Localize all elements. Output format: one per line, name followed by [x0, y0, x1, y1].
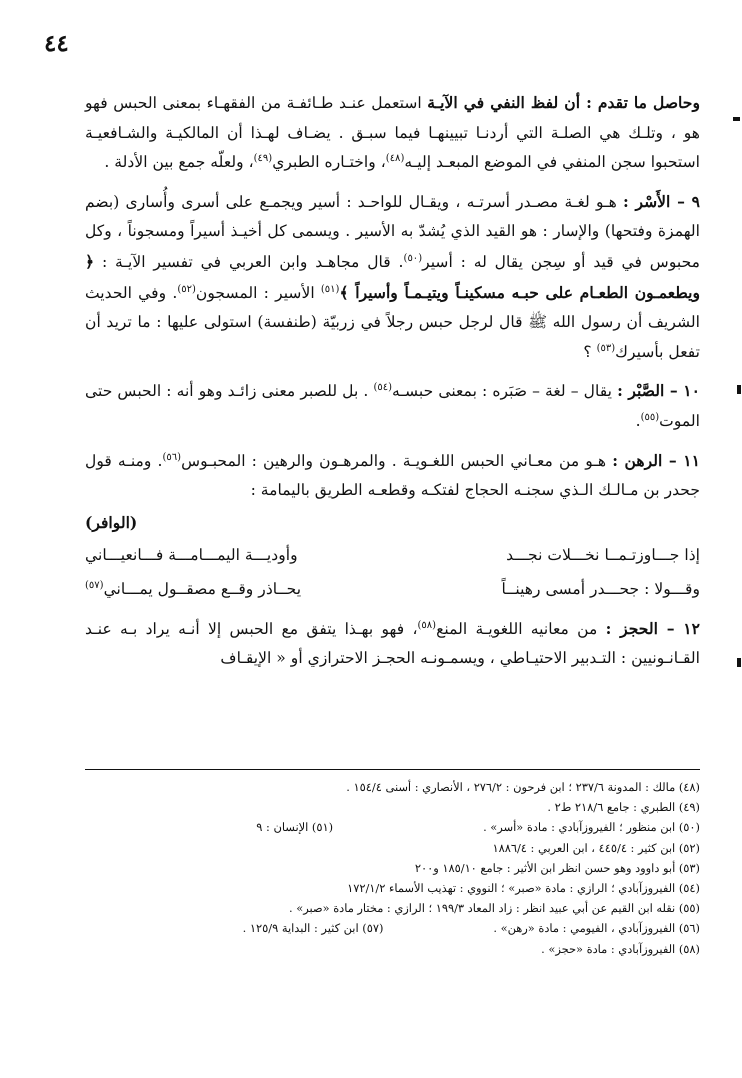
page-number: ٤٤: [44, 30, 69, 57]
intro-body: استعمل عنـد طـائفـة من الفقهـاء بمعنى الحبس فهو هو ، وتلـك هي الصلـة التي أردنـا تبيينهـا فيما سبـق . يضـاف لهـذا أن المالكيـة والشـافعيـة استحبوا سجن المنفي في الموضع المبعـد إليـه: [85, 94, 700, 172]
margin-mark-middle: [737, 385, 741, 394]
footnote-ref-52: (٥٢): [177, 283, 196, 295]
verse-1-second-hemistich: وأوديـــة اليمـــامـــة فـــانعيـــاني: [85, 546, 298, 565]
verse-2-first-hemistich: وقـــولا : جحـــدر أمسى رهينــاً: [501, 579, 700, 598]
main-text: [85, 88, 700, 683]
intro-mid: ، واختـاره الطبري: [272, 153, 386, 172]
section-11-text-2: . ومنـه قول جحدر بن مـالـك الـذي سجنـه الحجاج لفتكـه وقطعـه الطريق باليمامة :: [85, 451, 700, 500]
section-10-heading: ١٠ – الصَّبْر :: [617, 381, 700, 401]
intro-paragraph: [85, 88, 700, 178]
footnote-row-56-57: [85, 918, 700, 938]
section-9-heading: ٩ – الأَسْر :: [623, 191, 700, 211]
footnote-divider: [85, 769, 700, 770]
footnote-ref-54: (٥٤): [373, 382, 393, 394]
section-12-text-1: من معانيه اللغويـة المنع: [436, 619, 606, 638]
poem-verse-2: [85, 575, 700, 605]
section-10-text-3: .: [635, 411, 641, 430]
section-12-text-2: ، فهو بهـذا يتفق مع الحبس إلا أنـه يراد بـه عنـد القـانـونيين : التـدبير الاحتيـاطي ، ويسمـونـه الحجـز الاحترازي أو « الإيقـاف: [85, 619, 700, 668]
margin-mark-bottom: [737, 658, 741, 667]
section-11-text-1: هـو من معـاني الحبس اللغـويـة . والمرهـون والرهين : المحبـوس: [181, 451, 613, 470]
section-10-sabr: [85, 376, 700, 436]
footnote-ref-56: (٥٦): [162, 451, 182, 463]
footnote-51: (٥١) الإنسان : ٩: [256, 820, 334, 835]
margin-mark-top: [733, 117, 740, 121]
intro-lead: وحاصل ما تقدم : أن لفظ النفي في الآيـة: [427, 93, 700, 112]
footnote-53: (٥٣) أبو داوود وهو حسن انظر ابن الأثير : جامع ١٨٥/١٠ و٢٠٠: [414, 860, 700, 875]
section-11-heading: ١١ – الرهن :: [612, 450, 701, 470]
footnote-50: (٥٠) ابن منظور ؛ الفيروزآبادي : مادة «أسر» .: [483, 820, 700, 835]
footnote-ref-57: (٥٧): [85, 579, 104, 591]
footnote-ref-49: (٤٩): [253, 153, 273, 164]
footnote-ref-55: (٥٥): [640, 411, 660, 423]
footnote-ref-51: (٥١): [320, 283, 340, 295]
section-9-text-3: الأسير : المسجون: [195, 283, 321, 302]
section-12-hajz: [85, 614, 700, 674]
footnote-54: (٥٤) الفيروزآبادي ؛ الرازي : مادة «صبر» ؛ النووي : تهذيب الأسماء ١٧٢/١/٢: [347, 881, 700, 896]
section-10-text-2: . بل للصبر معنى زائـد وهو أنه : الحبس حتى الموت: [85, 382, 700, 430]
verse-2-second-hemistich: يحــاذر وقــع مصقــول يمـــاني: [103, 579, 302, 598]
section-9-text-1: هـو لغـة مصـدر أسرتـه ، ويقـال للواحـد : أسير ويجمـع على أسرى وأُسارى (بضم الهمزة وفتحها) والإسار : هو القيد الذي يُشدّ به الأسير . ويسمى كل أخيـذ أسيراً ومسجوناً ، وكل محبوس في قيد أو سِجن يقال له : أسير: [85, 192, 700, 271]
verse-1-first-hemistich: إذا جـــاوزتـمــا نخـــلات نجـــد: [506, 546, 700, 565]
footnote-ref-53: (٥٣): [596, 342, 616, 354]
poem-meter: (الوافر): [85, 512, 138, 532]
section-11-rahn: [85, 446, 700, 506]
footnote-56: (٥٦) الفيروزآبادي ، الفيومي : مادة «رهن» .: [493, 921, 700, 936]
section-9-asr: [85, 187, 700, 368]
footnote-58: (٥٨) الفيروزآبادي : مادة «حجز» .: [541, 941, 700, 956]
footnote-57: (٥٧) ابن كثير : البداية ١٢٥/٩ .: [242, 921, 384, 936]
footnote-ref-50: (٥٠): [403, 252, 423, 264]
quran-verse: ﴿ ويطعمـون الطعـام على حبـه مسكينـاً ويتيـمـاً وأسيراً ﴾: [85, 251, 700, 302]
section-9-text-2: . قال مجاهـد وابن العربي في تفسير الآيـة :: [94, 252, 404, 271]
footnote-48: (٤٨) مالك : المدونة ٢٣٧/٦ ؛ ابن فرحون : ٢٧٦/٢ ، الأنصاري : أسنى ١٥٤/٤ .: [346, 780, 700, 794]
footnotes: [85, 777, 700, 959]
footnote-52: (٥٢) ابن كثير : ٤٤٥/٤ ، ابن العربي : ١٨٨٦/٤: [492, 840, 700, 855]
footnote-ref-58: (٥٨): [417, 619, 437, 631]
intro-tail: ، ولعلّه جمع بين الأدلة .: [104, 153, 254, 172]
poem-verse-1: [85, 541, 700, 571]
section-9-text-5: ؟: [583, 342, 597, 361]
footnote-49: (٤٩) الطبري : جامع ٢١٨/٦ ط٢ .: [547, 800, 700, 815]
footnote-55: (٥٥) نقله ابن القيم عن أبي عبيد انظر : زاد المعاد ١٩٩/٣ ؛ الرازي : مختار مادة «صبر» .: [289, 901, 700, 916]
section-10-text-1: يقال – لغة – صَبَره : بمعنى حبسـه: [392, 382, 618, 401]
footnote-row-50-51: [85, 817, 700, 837]
section-9-text-4: . وفي الحديث الشريف أن رسول الله ﷺ قال لرجل حبس رجلاً في زربيّة (طنفسة) استولى عليها : ما تريد أن تفعل بأسيرك: [85, 283, 700, 361]
section-12-heading: ١٢ – الحجز :: [605, 618, 701, 638]
footnote-ref-48: (٤٨): [385, 153, 405, 164]
